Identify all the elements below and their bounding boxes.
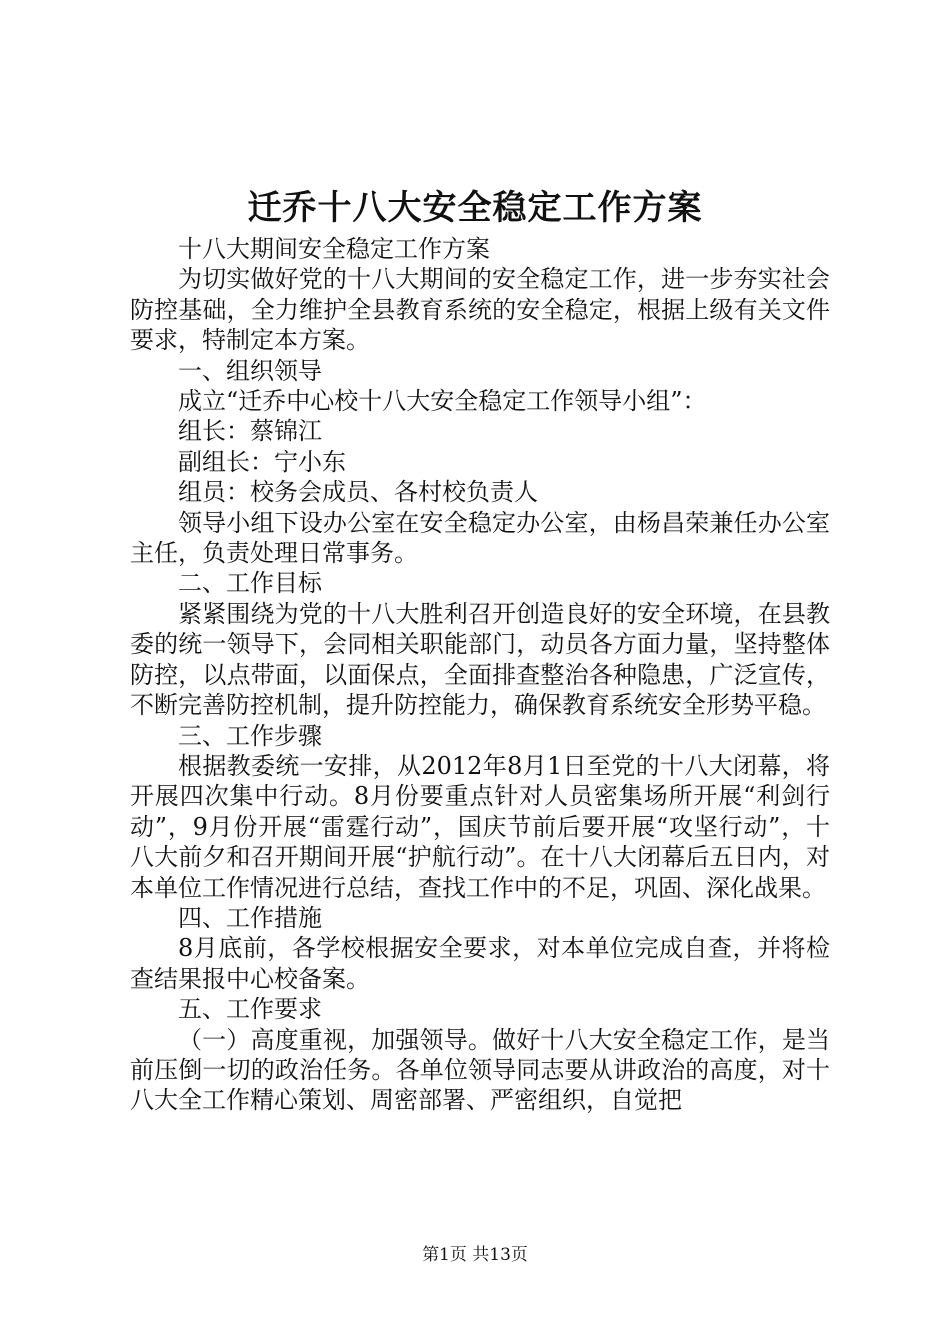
paragraph-deputy-leader: 副组长：宁小东 xyxy=(178,447,346,476)
paragraph-group-leader: 组长：蔡锦江 xyxy=(178,417,322,446)
section-heading-organization: 一、组织领导 xyxy=(178,356,322,385)
paragraph-subtitle: 十八大期间安全稳定工作方案 xyxy=(178,235,490,263)
paragraph-office: 领导小组下设办公室在安全稳定办公室，由杨昌荣兼任办公室主任，负责处理日常事务。 xyxy=(130,508,830,568)
section-heading-measures: 四、工作措施 xyxy=(178,903,322,932)
section-heading-goals: 二、工作目标 xyxy=(178,569,322,598)
paragraph-goals: 紧紧围绕为党的十八大胜利召开创造良好的安全环境，在县教委的统一领导下，会同相关职能部门，动员各方面力量，坚持整体防控，以点带面，以面保点，全面排查整治各种隐患，广泛宣传，不断完善防控机制，提升防控能力，确保教育系统安全形势平稳。 xyxy=(130,599,830,720)
paragraph-group-established: 成立“迁乔中心校十八大安全稳定工作领导小组”： xyxy=(178,387,707,416)
section-heading-steps: 三、工作步骤 xyxy=(178,721,322,750)
paragraph-requirement-1: （一）高度重视，加强领导。做好十八大安全稳定工作，是当前压倒一切的政治任务。各单位领导同志要从讲政治的高度，对十八大全工作精心策划、周密部署、严密组织，自觉把 xyxy=(130,1025,830,1115)
paragraph-members: 组员：校务会成员、各村校负责人 xyxy=(178,478,538,507)
paragraph-measures: 8月底前，各学校根据安全要求，对本单位完成自查，并将检查结果报中心校备案。 xyxy=(130,934,830,993)
paragraph-steps: 根据教委统一安排，从2012年8月1日至党的十八大闭幕，将开展四次集中行动。8月份要重点针对人员密集场所开展“利剑行动”，9月份开展“雷霆行动”，国庆节前后要开展“攻坚行动”，十八大前夕和召开期间开展“护航行动”。在十八大闭幕后五日内，对本单位工作情况进行总结，查找工作中的不足，巩固、深化战果。 xyxy=(130,751,830,902)
section-heading-requirements: 五、工作要求 xyxy=(178,995,322,1024)
paragraph-intro: 为切实做好党的十八大期间的安全稳定工作，进一步夯实社会防控基础，全力维护全县教育系统的安全稳定，根据上级有关文件要求，特制定本方案。 xyxy=(130,265,830,355)
page-number-footer: 第1页 共13页 xyxy=(422,1245,528,1265)
document-title: 迁乔十八大安全稳定工作方案 xyxy=(247,188,703,228)
document-body xyxy=(130,234,830,1116)
